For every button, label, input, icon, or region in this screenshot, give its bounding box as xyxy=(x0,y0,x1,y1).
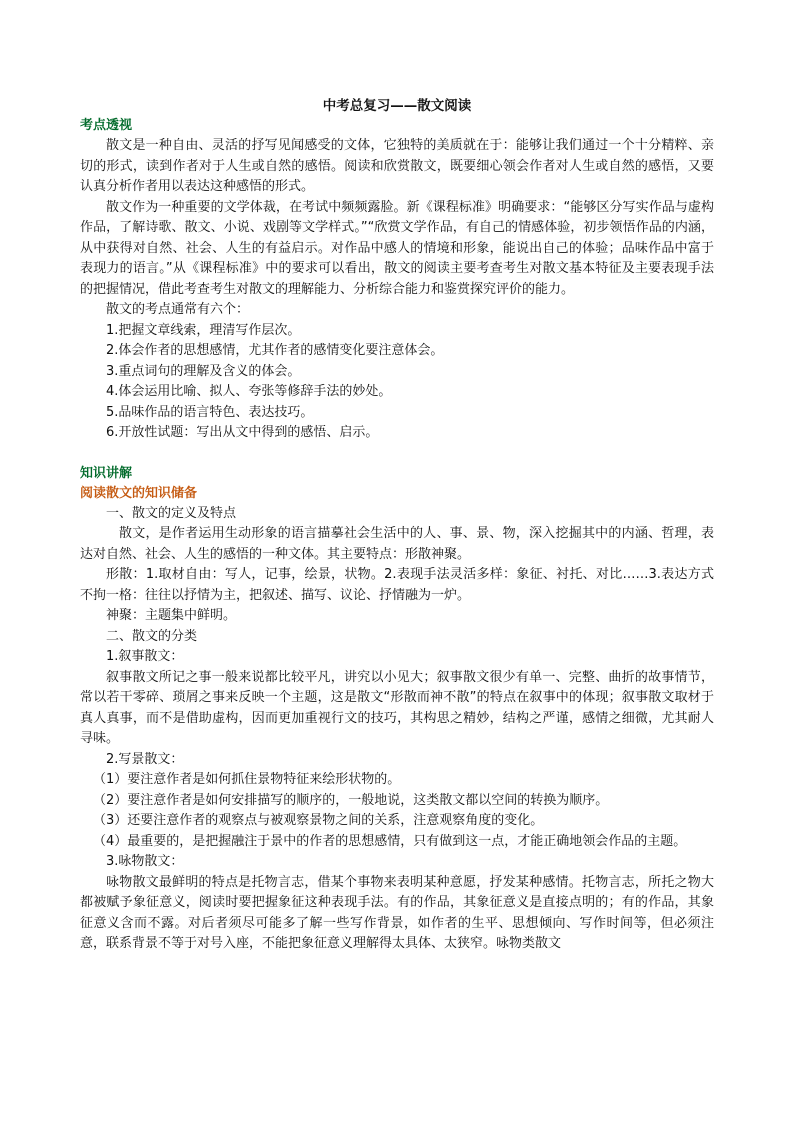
list-item: （3）还要注意作者的观察点与被观察景物之间的关系，注意观察角度的变化。 xyxy=(93,813,544,828)
section-heading-kaodian: 考点透视 xyxy=(80,118,133,133)
list-item: （2）要注意作者是如何安排描写的顺序的，一般地说，这类散文都以空间的转换为顺序。 xyxy=(93,792,609,808)
section-label: 1.叙事散文： xyxy=(106,649,184,664)
paragraph: 散文的考点通常有六个： xyxy=(106,302,250,317)
section-label: 3.咏物散文： xyxy=(106,854,184,869)
paragraph: 散文是一种自由、灵活的抒写见闻感受的文体，它独特的美质就在于：能够让我们通过一个十分精粹、亲切的形式，读到作者对于人生或自然的感悟。阅读和欣赏散文，既要细心领会作者对人生或自然的感悟，又要认真分析作者用以表达这种感悟的形式。 xyxy=(80,138,714,194)
document-title: 中考总复习——散文阅读 xyxy=(322,98,472,114)
paragraph: 叙事散文所记之事一般来说都比较平凡，讲究以小见大；叙事散文很少有单一、完整、曲折的故事情节，常以若干零碎、琐屑之事来反映一个主题，这是散文“形散而神不散”的特点在叙事中的体现；叙事散文取材于真人真事，而不是借助虚构，因而更加重视行文的技巧，其构思之精妙，结构之严谨，感情之细微，尤其耐人寻味。 xyxy=(80,669,714,746)
list-item: 6.开放性试题：写出从文中得到的感悟、启示。 xyxy=(106,425,379,440)
list-item: 2.体会作者的思想感情，尤其作者的感情变化要注意体会。 xyxy=(106,343,444,358)
list-item: （4）最重要的，是把握融注于景中的作者的思想感情，只有做到这一点，才能正确地领会作品的主题。 xyxy=(93,833,687,849)
paragraph: 神聚：主题集中鲜明。 xyxy=(106,608,237,623)
spacer xyxy=(80,444,714,464)
section-heading-zhishi: 知识讲解 xyxy=(80,465,133,481)
list-item: 1.把握文章线索，理清写作层次。 xyxy=(106,322,301,338)
section-label: 一、散文的定义及特点 xyxy=(106,505,237,521)
section-label: 二、散文的分类 xyxy=(106,628,198,644)
list-item: 3.重点词句的理解及含义的体会。 xyxy=(106,363,301,379)
list-item: 4.体会运用比喻、拟人、夸张等修辞手法的妙处。 xyxy=(106,384,392,399)
subsection-heading: 阅读散文的知识储备 xyxy=(80,485,198,501)
document-body xyxy=(80,96,714,955)
paragraph: 形散：1.取材自由：写人，记事，绘景，状物。2.表现手法灵活多样：象征、衬托、对比……3.表达方式不拘一格：往往以抒情为主，把叙述、描写、议论、抒情融为一炉。 xyxy=(80,567,714,603)
paragraph: 散文作为一种重要的文学体裁，在考试中频频露脸。新《课程标准》明确要求：“能够区分写实作品与虚构作品，了解诗歌、散文、小说、戏剧等文学样式。”“欣赏文学作品，有自己的情感体验，初步领悟作品的内涵，从中获得对自然、社会、人生的有益启示。对作品中感人的情境和形象，能说出自己的体验；品味作品中富于表现力的语言。”从《课程标准》中的要求可以看出，散文的阅读主要考查考生对散文基本特征及主要表现手法的把握情况，借此考查考生对散文的理解能力、分析综合能力和鉴赏探究评价的能力。 xyxy=(80,199,714,297)
list-item: （1）要注意作者是如何抓住景物特征来绘形状物的。 xyxy=(93,772,401,787)
paragraph: 咏物散文最鲜明的特点是托物言志，借某个事物来表明某种意愿，抒发某种感情。托物言志，所托之物大都被赋予象征意义，阅读时要把握象征这种表现手法。有的作品，其象征意义是直接点明的；有的作品，其象征意义含而不露。对后者须尽可能多了解一些写作背景，如作者的生平、思想倾向、写作时间等，但必须注意，联系背景不等于对号入座，不能把象征意义理解得太具体、太狭窄。咏物类散文 xyxy=(80,874,714,951)
list-item: 5.品味作品的语言特色、表达技巧。 xyxy=(106,404,314,420)
paragraph: 散文，是作者运用生动形象的语言描摹社会生活中的人、事、景、物，深入挖掘其中的内涵、哲理，表达对自然、社会、人生的感悟的一种文体。其主要特点：形散神聚。 xyxy=(80,526,714,562)
section-label: 2.写景散文： xyxy=(106,751,184,767)
